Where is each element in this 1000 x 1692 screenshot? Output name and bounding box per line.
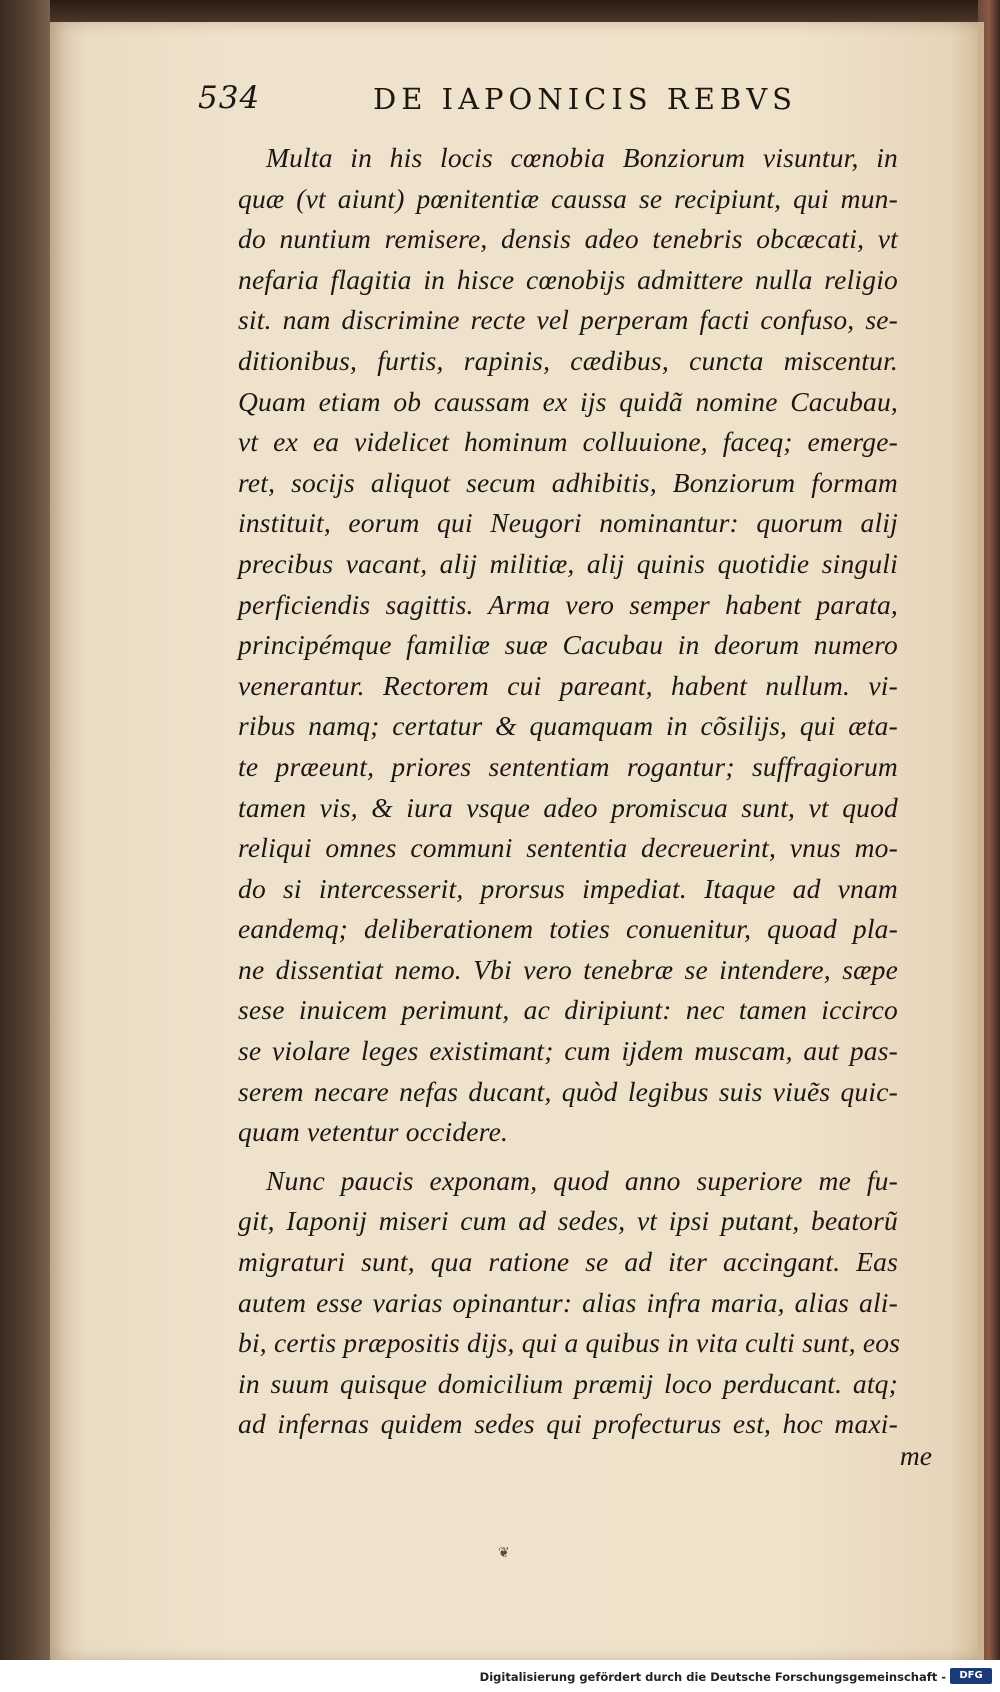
page-number: 534 <box>198 80 261 116</box>
text-line: autem esse varias opinantur: alias infra maria, alias ali- <box>238 1286 898 1318</box>
text-line: ret, socijs aliquot secum adhibitis, Bonziorum formam <box>238 466 898 498</box>
ornament-mark: ❦ <box>498 1545 510 1561</box>
text-line: Quam etiam ob caussam ex ijs quidã nomine Cacubau, <box>238 385 898 417</box>
text-line: do nuntium remisere, densis adeo tenebris obcæcati, vt <box>238 223 898 255</box>
text-line: Nunc paucis exponam, quod anno superiore me fu- <box>266 1164 898 1196</box>
frame-left-binding <box>0 0 50 1660</box>
footer-credit: Digitalisierung gefördert durch die Deutsche Forschungsgemeinschaft - <box>479 1670 946 1684</box>
frame-top <box>0 0 1000 22</box>
text-line: perficiendis sagittis. Arma vero semper habent parata, <box>238 588 898 620</box>
text-line: se violare leges existimant; cum ijdem muscam, aut pas- <box>238 1035 898 1067</box>
catchword: me <box>899 1440 932 1471</box>
text-line: ne dissentiat nemo. Vbi vero tenebræ se intendere, sæpe <box>238 953 898 985</box>
text-line: quæ (vt aiunt) pœnitentiæ caussa se recipiunt, qui mun- <box>238 182 898 214</box>
text-line: ad infernas quidem sedes qui profecturus est, hoc maxi- <box>238 1408 898 1440</box>
text-line: eandemq; deliberationem toties conuenitur, quoad pla- <box>238 913 898 945</box>
text-line: ditionibus, furtis, rapinis, cædibus, cuncta miscentur. <box>238 344 898 376</box>
text-line: precibus vacant, alij militiæ, alij quinis quotidie singuli <box>238 547 898 579</box>
text-line: Multa in his locis cœnobia Bonziorum visuntur, in <box>266 142 898 173</box>
text-line: sese inuicem perimunt, ac diripiunt: nec tamen iccirco <box>238 994 898 1026</box>
text-line: sit. nam discrimine recte vel perperam facti confuso, se- <box>238 304 898 336</box>
page-edge <box>978 22 984 1660</box>
running-head: DE IAPONICIS REBVS <box>373 82 798 116</box>
dfg-logo: DFG <box>950 1668 992 1684</box>
body-text <box>238 138 901 1445</box>
text-line: do si intercesserit, prorsus impediat. Itaque ad vnam <box>238 872 898 904</box>
text-line: serem necare nefas ducant, quòd legibus suis viuẽs quic- <box>238 1075 898 1107</box>
text-line: reliqui omnes communi sententia decreuerint, vnus mo- <box>238 832 898 864</box>
text-line: instituit, eorum qui Neugori nominantur: quorum alij <box>238 507 898 539</box>
page-header <box>198 80 858 126</box>
footer-bar <box>0 1660 1000 1692</box>
text-line: bi, certis præpositis dijs, qui a quibus in vita culti sunt, eos <box>238 1327 901 1359</box>
text-line: nefaria flagitia in hisce cœnobijs admittere nulla religio <box>238 263 898 295</box>
text-line: git, Iaponij miseri cum ad sedes, vt ipsi putant, beatorũ <box>238 1205 898 1237</box>
text-line: vt ex ea videlicet hominum colluuione, faceq; emerge- <box>238 426 898 458</box>
text-line: venerantur. Rectorem cui pareant, habent nullum. vi- <box>238 669 898 701</box>
text-line: principémque familiæ suæ Cacubau in deorum numero <box>238 629 898 661</box>
text-line: ribus namq; certatur & quamquam in cõsilijs, qui æta- <box>238 710 898 742</box>
text-line: quam vetentur occidere. <box>238 1116 509 1148</box>
paragraph-gap <box>238 1153 898 1161</box>
text-line: te præeunt, priores sententiam rogantur; suffragiorum <box>238 750 898 782</box>
text-line: migraturi sunt, qua ratione se ad iter accingant. Eas <box>238 1246 898 1278</box>
text-line: in suum quisque domicilium præmij loco perducant. atq; <box>238 1367 898 1399</box>
text-line: tamen vis, & iura vsque adeo promiscua sunt, vt quod <box>238 791 898 823</box>
